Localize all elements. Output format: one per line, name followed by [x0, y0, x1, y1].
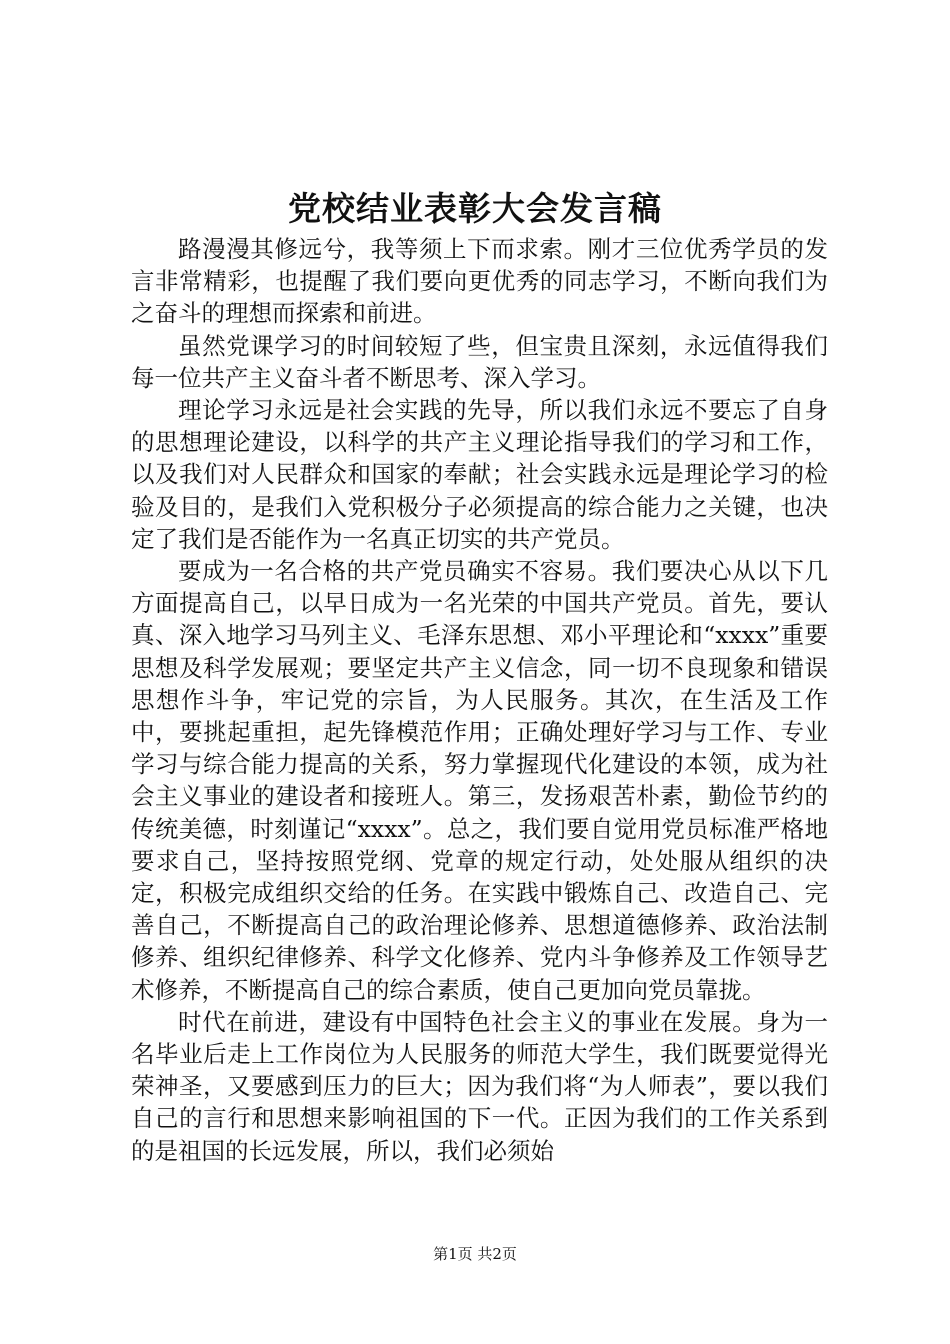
document-title: 党校结业表彰大会发言稿: [288, 189, 662, 228]
paragraph: 要成为一名合格的共产党员确实不容易。我们要决心从以下几方面提高自己，以早日成为一名光荣的中国共产党员。首先，要认真、深入地学习马列主义、毛泽东思想、邓小平理论和“xxxx”重要思想及科学发展观；要坚定共产主义信念，同一切不良现象和错误思想作斗争，牢记党的宗旨，为人民服务。其次，在生活及工作中，要挑起重担，起先锋模范作用；正确处理好学习与工作、专业学习与综合能力提高的关系，努力掌握现代化建设的本领，成为社会主义事业的建设者和接班人。第三，发扬艰苦朴素，勤俭节约的传统美德，时刻谨记“xxxx”。总之，我们要自觉用党员标准严格地要求自己，坚持按照党纲、党章的规定行动，处处服从组织的决定，积极完成组织交给的任务。在实践中锻炼自己、改造自己、完善自己，不断提高自己的政治理论修养、思想道德修养、政治法制修养、组织纪律修养、科学文化修养、党内斗争修养及工作领导艺术修养，不断提高自己的综合素质，使自己更加向党员靠拢。: [131, 557, 828, 1004]
page-number-footer: 第1页 共2页: [433, 1245, 517, 1263]
paragraph: 虽然党课学习的时间较短了些，但宝贵且深刻，永远值得我们每一位共产主义奋斗者不断思考、深入学习。: [131, 331, 828, 392]
paragraph: 理论学习永远是社会实践的先导，所以我们永远不要忘了自身的思想理论建设，以科学的共产主义理论指导我们的学习和工作，以及我们对人民群众和国家的奉献；社会实践永远是理论学习的检验及目的，是我们入党积极分子必须提高的综合能力之关键，也决定了我们是否能作为一名真正切实的共产党员。: [131, 396, 828, 553]
document-body: [131, 233, 828, 1167]
paragraph: 路漫漫其修远兮，我等须上下而求索。刚才三位优秀学员的发言非常精彩，也提醒了我们要向更优秀的同志学习，不断向我们为之奋斗的理想而探索和前进。: [131, 235, 828, 328]
paragraph: 时代在前进，建设有中国特色社会主义的事业在发展。身为一名毕业后走上工作岗位为人民服务的师范大学生，我们既要觉得光荣神圣，又要感到压力的巨大；因为我们将“为人师表”，要以我们自己的言行和思想来影响祖国的下一代。正因为我们的工作关系到的是祖国的长远发展，所以，我们必须始: [131, 1007, 828, 1165]
